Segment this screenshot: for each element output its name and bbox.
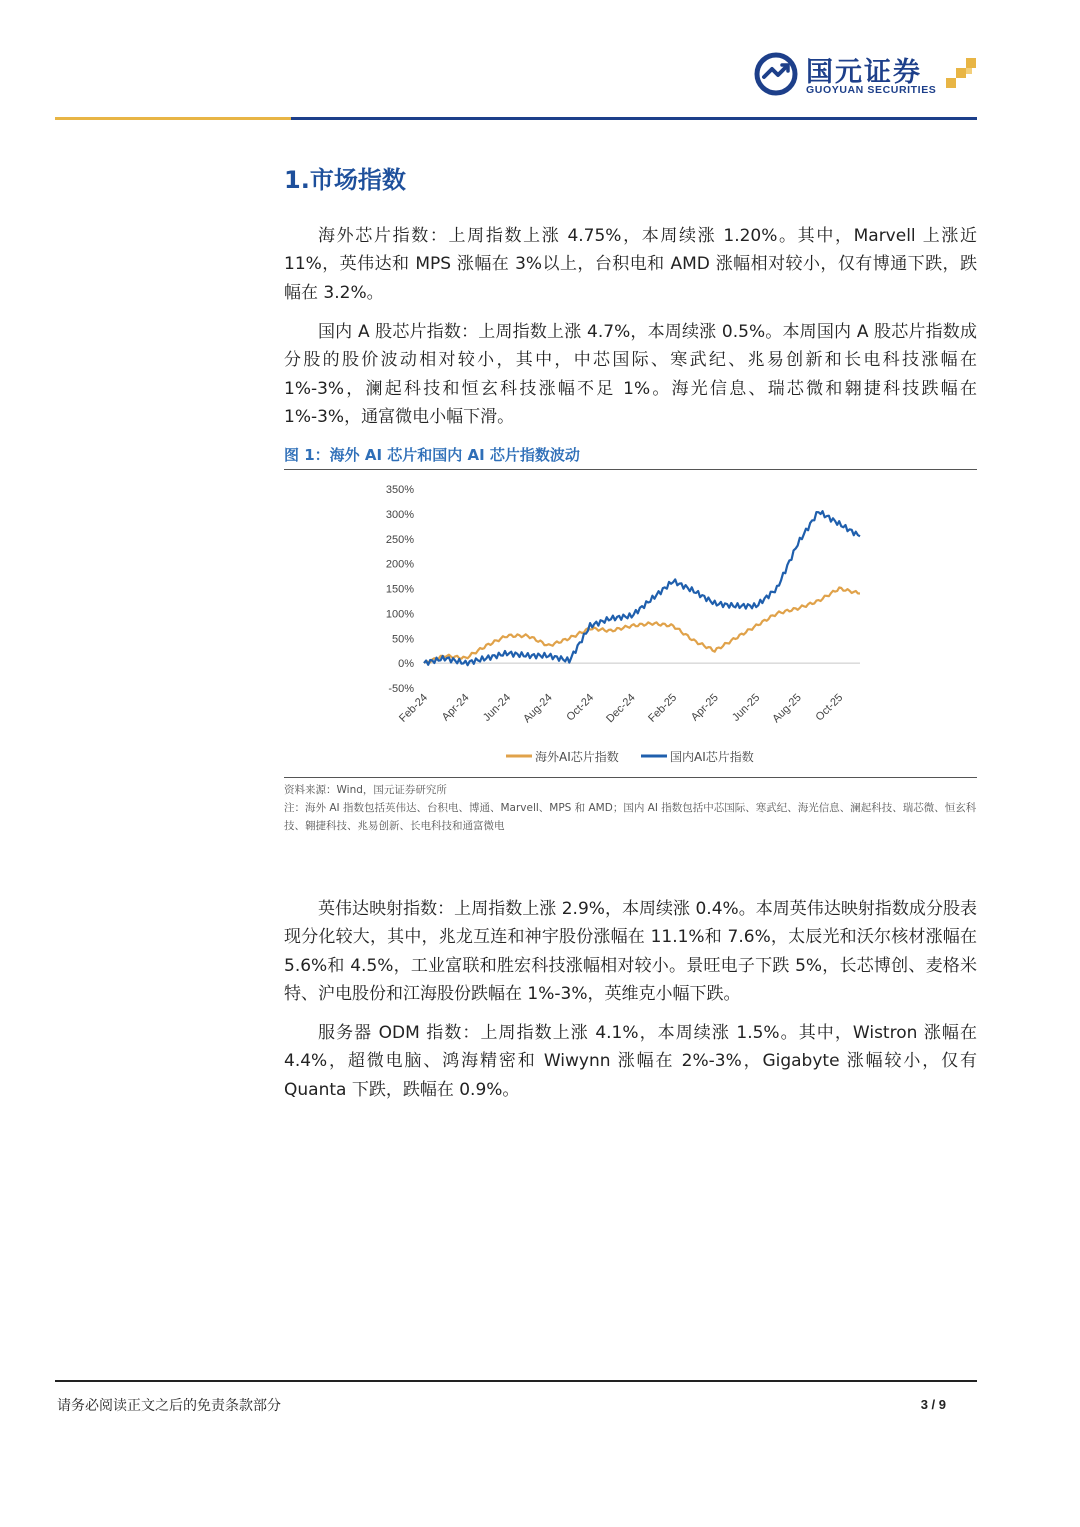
figure-title: 图 1：海外 AI 芯片和国内 AI 芯片指数波动 [284,446,580,464]
header-rule [55,117,977,120]
y-tick-label: 250% [385,533,414,546]
company-logo [754,50,984,100]
x-tick-label: Jun-25 [730,691,763,724]
x-tick-label: Feb-25 [646,691,680,725]
logo-english-name: GUOYUAN SECURITIES [806,84,937,96]
x-tick-label: Oct-25 [813,691,846,724]
y-tick-label: 50% [391,633,414,646]
legend-label: 海外AI芯片指数 [535,750,619,764]
x-tick-label: Aug-24 [521,691,555,726]
y-tick-label: 350% [385,484,414,496]
y-tick-label: 100% [385,608,414,621]
logo-emblem-icon [754,52,798,96]
footer-rule [55,1380,977,1382]
figure-rule-top [284,469,977,470]
figure-rule-bottom [284,777,977,778]
series-line-overseas [424,588,860,664]
y-tick-label: 150% [385,583,414,596]
section-heading-block [284,160,977,200]
y-tick-label: 0% [398,658,414,671]
x-tick-label: Oct-24 [564,691,597,724]
x-tick-label: Aug-25 [770,691,804,726]
section-title: 1.市场指数 [284,166,406,194]
figure-source: 资料来源：Wind，国元证券研究所 [284,784,447,796]
x-tick-label: Dec-24 [604,691,638,726]
page-number: 3 / 9 [920,1397,946,1412]
figure-note: 注：海外 AI 指数包括英伟达、台积电、博通、Marvell、MPS 和 AMD；国内 AI 指数包括中芯国际、寒武纪、海光信息、澜起科技、瑞芯微、恒玄科技、翱捷科技、兆易创新、长电科技和通富微电 [284,802,977,832]
x-tick-label: Feb-24 [396,691,431,725]
x-tick-label: Apr-24 [439,691,472,724]
paragraph-server-odm-index: 服务器 ODM 指数：上周指数上涨 4.1%，本周续涨 1.5%。其中，Wistron 涨幅在 4.4%，超微电脑、鸿海精密和 Wiwynn 涨幅在 2%-3%，Gigabyte 涨幅较小，仅有 Quanta 下跌，跌幅在 0.9%。 [284,1023,977,1100]
footer-disclaimer: 请务必阅读正文之后的免责条款部分 [57,1398,281,1414]
paragraph-nvidia-mapping-index: 英伟达映射指数：上周指数上涨 2.9%，本周续涨 0.4%。本周英伟达映射指数成分股表现分化较大，其中，兆龙互连和神宇股份涨幅在 11.1%和 7.6%，太辰光和沃尔核材涨幅在 5.6%和 4.5%，工业富联和胜宏科技涨幅相对较小。景旺电子下跌 5%，长芯博创、麦格米特、沪电股份和江海股份跌幅在 1%-3%，英维克小幅下跌。 [284,899,977,1004]
y-tick-label: 200% [385,558,414,571]
series-line-domestic [424,511,860,665]
x-tick-label: Jun-24 [480,691,514,724]
x-tick-label: Apr-25 [688,691,721,724]
legend-label: 国内AI芯片指数 [670,750,754,764]
page-header [0,0,1080,125]
y-tick-label: -50% [388,683,414,695]
logo-steps-icon [942,56,978,92]
logo-chinese-name: 国元证券 [806,57,922,88]
y-tick-label: 300% [385,508,414,521]
paragraph-domestic-chip-index: 国内 A 股芯片指数：上周指数上涨 4.7%，本周续涨 0.5%。本周国内 A 股芯片指数成分股的股价波动相对较小，其中，中芯国际、寒武纪、兆易创新和长电科技涨幅在 1%-3%，澜起科技和恒玄科技涨幅不足 1%。海光信息、瑞芯微和翱捷科技跌幅在 1%-3%，通富微电小幅下滑。 [284,322,977,427]
paragraph-overseas-chip-index: 海外芯片指数：上周指数上涨 4.75%，本周续涨 1.20%。其中，Marvell 上涨近 11%，英伟达和 MPS 涨幅在 3%以上，台积电和 AMD 涨幅相对较小，仅有博通下跌，跌幅在 3.2%。 [284,226,977,303]
index-line-chart [284,472,977,775]
